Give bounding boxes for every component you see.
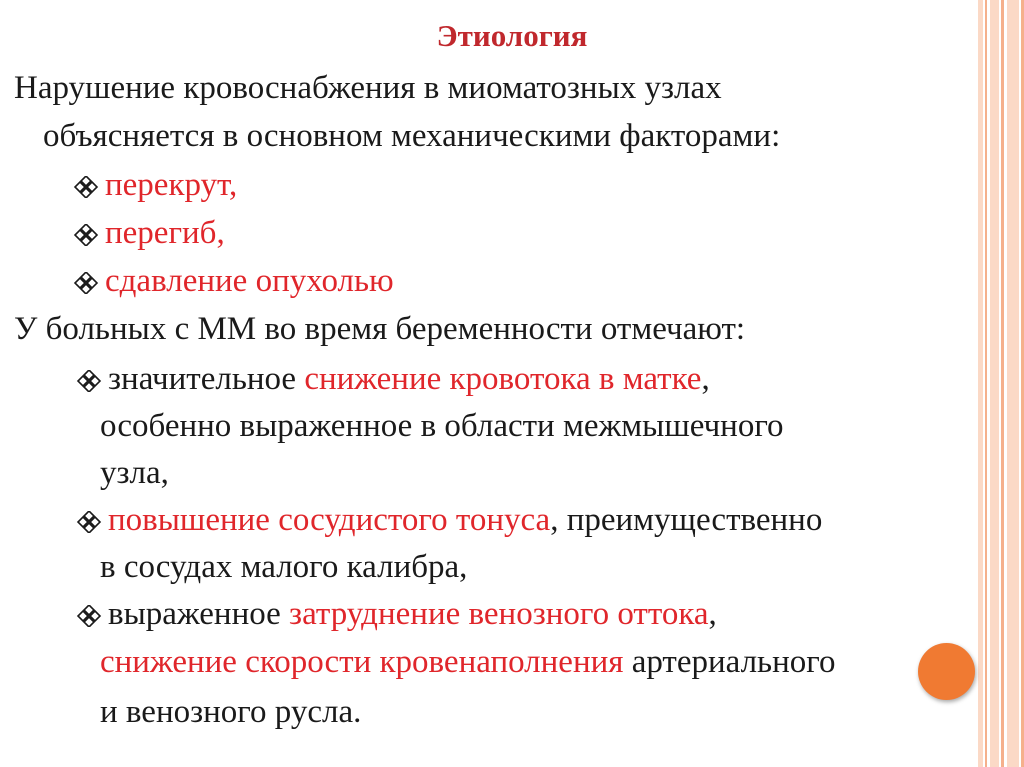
highlighted-text: снижение скорости кровенаполнения xyxy=(100,644,624,680)
line-text: объясняется в основном механическими факторами: xyxy=(43,118,781,154)
line-text: выраженное xyxy=(108,596,290,632)
four-diamond-bullet-icon xyxy=(71,272,101,294)
line-text: и венозного русла. xyxy=(100,694,362,730)
line-text: узла, xyxy=(100,455,169,491)
highlighted-text: перекрут, xyxy=(105,167,238,203)
highlighted-text: сдавление опухолью xyxy=(105,263,394,299)
finding-1-line-3 xyxy=(100,450,169,496)
finding-3-line-3 xyxy=(100,689,361,735)
four-diamond-bullet-icon xyxy=(71,176,101,198)
etiology-intro-line-2 xyxy=(43,113,780,159)
four-diamond-bullet-icon xyxy=(74,511,104,533)
factor-twist xyxy=(71,162,237,208)
line-text: значительное xyxy=(108,361,305,397)
line-text: Нарушение кровоснабжения в миоматозных узлах xyxy=(14,70,722,106)
line-text: У больных с ММ во время беременности отмечают: xyxy=(14,311,746,347)
line-text: в сосудах малого калибра, xyxy=(100,549,468,585)
stripe-2 xyxy=(985,0,987,767)
decorative-side-stripes xyxy=(978,0,1024,767)
stripe-3 xyxy=(990,0,999,767)
line-text: артериального xyxy=(623,644,836,680)
pregnancy-intro xyxy=(14,306,745,352)
line-text: особенно выраженное в области межмышечного xyxy=(100,408,784,444)
four-diamond-bullet-icon xyxy=(74,605,104,627)
slide-nav-circle[interactable] xyxy=(918,643,975,700)
line-text: , xyxy=(708,596,717,632)
finding-3-line-2 xyxy=(100,639,835,685)
highlighted-text: повышение сосудистого тонуса xyxy=(108,502,551,538)
finding-3-line-1 xyxy=(74,591,717,637)
factor-bend xyxy=(71,210,225,256)
four-diamond-bullet-icon xyxy=(74,370,104,392)
stripe-5 xyxy=(1007,0,1019,767)
finding-1-line-2 xyxy=(100,403,784,449)
highlighted-text: перегиб, xyxy=(105,215,225,251)
four-diamond-bullet-icon xyxy=(71,224,101,246)
stripe-4 xyxy=(1001,0,1004,767)
factor-compression xyxy=(71,258,394,304)
finding-1-line-1 xyxy=(74,356,710,402)
slide-title: Этиология xyxy=(436,18,588,53)
highlighted-text: затруднение венозного оттока xyxy=(289,596,709,632)
stripe-1 xyxy=(978,0,983,767)
finding-2-line-2 xyxy=(100,544,467,590)
highlighted-text: снижение кровотока в матке xyxy=(304,361,702,397)
finding-2-line-1 xyxy=(74,497,822,543)
etiology-intro-line-1 xyxy=(14,65,722,111)
line-text: , xyxy=(701,361,710,397)
line-text: , преимущественно xyxy=(550,502,823,538)
